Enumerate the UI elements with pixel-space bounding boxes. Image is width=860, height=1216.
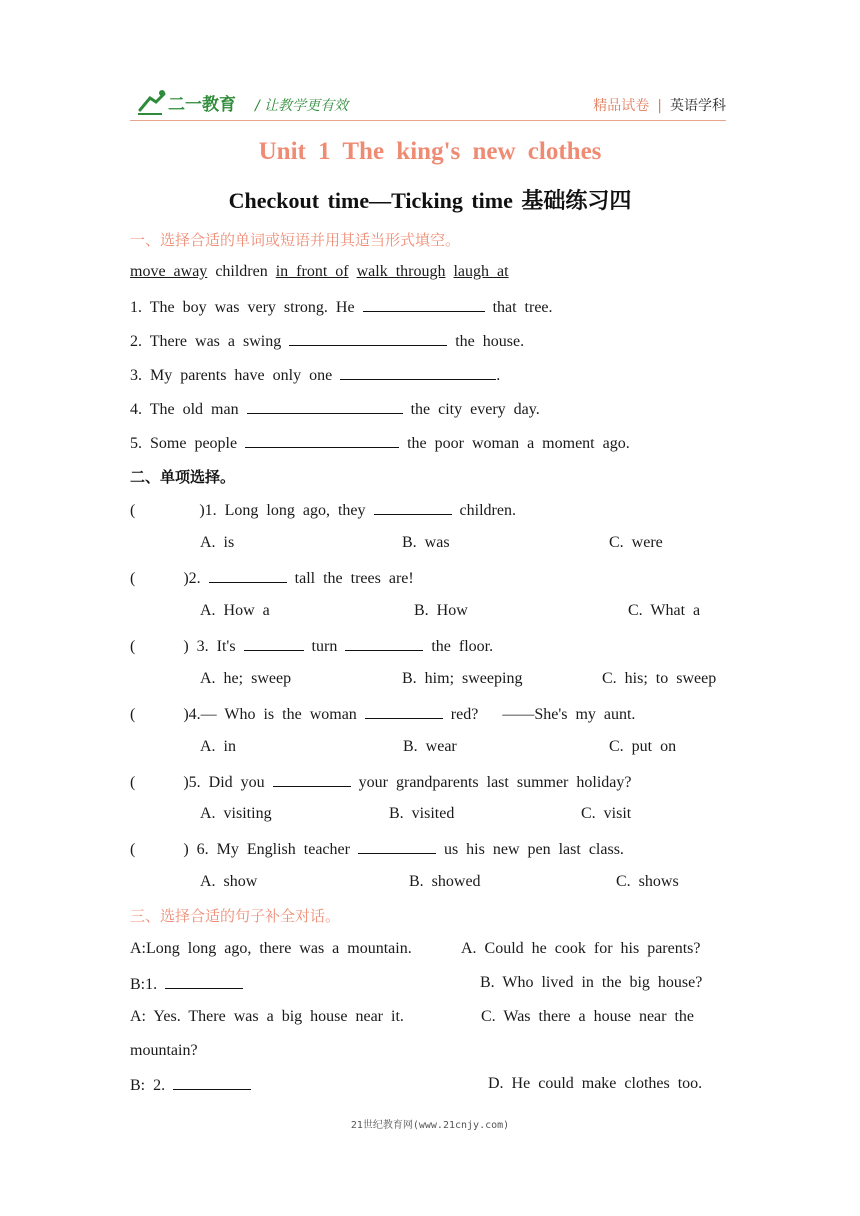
fill-item-1: 1. The boy was very strong. He that tree. [130, 299, 553, 316]
dialogue-option: A. Could he cook for his parents? [461, 940, 701, 957]
slogan: / 让教学更有效 [255, 98, 349, 114]
answer-paren[interactable]: ( ) [130, 706, 189, 723]
answer-blank[interactable] [247, 399, 403, 414]
dialogue-option: D. He could make clothes too. [488, 1075, 703, 1092]
option-c: C. his; to sweep [602, 670, 717, 687]
option-a: A. in [200, 738, 236, 755]
option-b: B. How [414, 602, 468, 619]
option-b: B. wear [403, 738, 457, 755]
answer-blank [365, 704, 443, 719]
option-b: B. him; sweeping [402, 670, 523, 687]
word-bank-item: children [215, 263, 268, 280]
dialogue-line: B:1. [130, 974, 243, 994]
exercise-title: Checkout time—Ticking time 基础练习四 [228, 188, 632, 213]
dialogue-option: C. Was there a house near the [481, 1008, 695, 1025]
mc-question-6: ( ) 6. My English teacher us his new pen last class. [130, 841, 624, 858]
word-bank-item: walk through [356, 263, 446, 280]
fill-item-2: 2. There was a swing the house. [130, 333, 525, 350]
dialogue-line: A: Yes. There was a big house near it. [130, 1008, 404, 1025]
answer-blank [273, 772, 351, 787]
fill-item-5: 5. Some people the poor woman a moment ago. [130, 435, 630, 452]
paper-tag: 精品试卷 [593, 98, 650, 114]
answer-blank [209, 568, 287, 583]
option-c: C. were [609, 534, 663, 551]
word-bank-item: in front of [275, 263, 349, 280]
header-divider [130, 120, 726, 121]
answer-paren[interactable]: ( ) [130, 638, 189, 655]
option-a: A. he; sweep [200, 670, 292, 687]
answer-blank [374, 500, 452, 515]
option-c: C. visit [581, 805, 632, 822]
answer-blank[interactable] [165, 974, 243, 989]
option-b: B. showed [409, 873, 481, 890]
option-a: A. visiting [200, 805, 272, 822]
option-c: C. put on [609, 738, 677, 755]
mc-question-1: ( )1. Long long ago, they children. [130, 502, 516, 519]
fill-item-3: 3. My parents have only one . [130, 367, 501, 384]
mc-question-3: ( ) 3. It's turn the floor. [130, 638, 494, 655]
answer-blank [244, 636, 304, 651]
option-a: A. How a [200, 602, 270, 619]
option-a: A. is [200, 534, 235, 551]
section1-heading: 一、选择合适的单词或短语并用其适当形式填空。 [130, 231, 461, 249]
answer-blank [345, 636, 423, 651]
subject-label: 英语学科 [670, 98, 726, 114]
mc-question-4: ( )4.— Who is the woman red? ——She's my aunt. [130, 706, 636, 723]
answer-paren[interactable]: ( ) [130, 774, 189, 791]
mc-question-5: ( )5. Did you your grandparents last summer holiday? [130, 774, 632, 791]
unit-title: Unit 1 The king's new clothes [258, 138, 602, 165]
answer-blank[interactable] [245, 433, 399, 448]
brand-name: 二一教育 [168, 95, 236, 115]
word-bank [130, 263, 509, 281]
header-separator: | [657, 98, 662, 114]
option-a: A. show [200, 873, 258, 890]
word-bank-item: laugh at [453, 263, 509, 280]
option-c: C. What a [628, 602, 701, 619]
footer-source: 21世纪教育网(www.21cnjy.com) [350, 1120, 510, 1131]
fill-item-4: 4. The old man the city every day. [130, 401, 540, 418]
header-right [593, 95, 726, 115]
dialogue-line: mountain? [130, 1042, 198, 1059]
answer-blank[interactable] [363, 297, 485, 312]
option-c: C. shows [616, 873, 679, 890]
answer-blank[interactable] [289, 331, 447, 346]
dialogue-option: B. Who lived in the big house? [480, 974, 703, 991]
answer-blank [358, 839, 436, 854]
answer-paren[interactable]: ( ) [130, 502, 205, 519]
answer-paren[interactable]: ( ) [130, 841, 189, 858]
dialogue-line: A:Long long ago, there was a mountain. [130, 940, 412, 957]
section3-heading: 三、选择合适的句子补全对话。 [130, 907, 341, 925]
option-b: B. visited [389, 805, 455, 822]
brand-logo [136, 88, 244, 118]
word-bank-item: move away [130, 263, 208, 280]
option-b: B. was [402, 534, 450, 551]
mc-question-2: ( )2. tall the trees are! [130, 570, 414, 587]
answer-paren[interactable]: ( ) [130, 570, 189, 587]
answer-blank[interactable] [340, 365, 496, 380]
section2-heading: 二、单项选择。 [130, 468, 236, 486]
dialogue-line: B: 2. [130, 1075, 251, 1095]
answer-blank[interactable] [173, 1075, 251, 1090]
